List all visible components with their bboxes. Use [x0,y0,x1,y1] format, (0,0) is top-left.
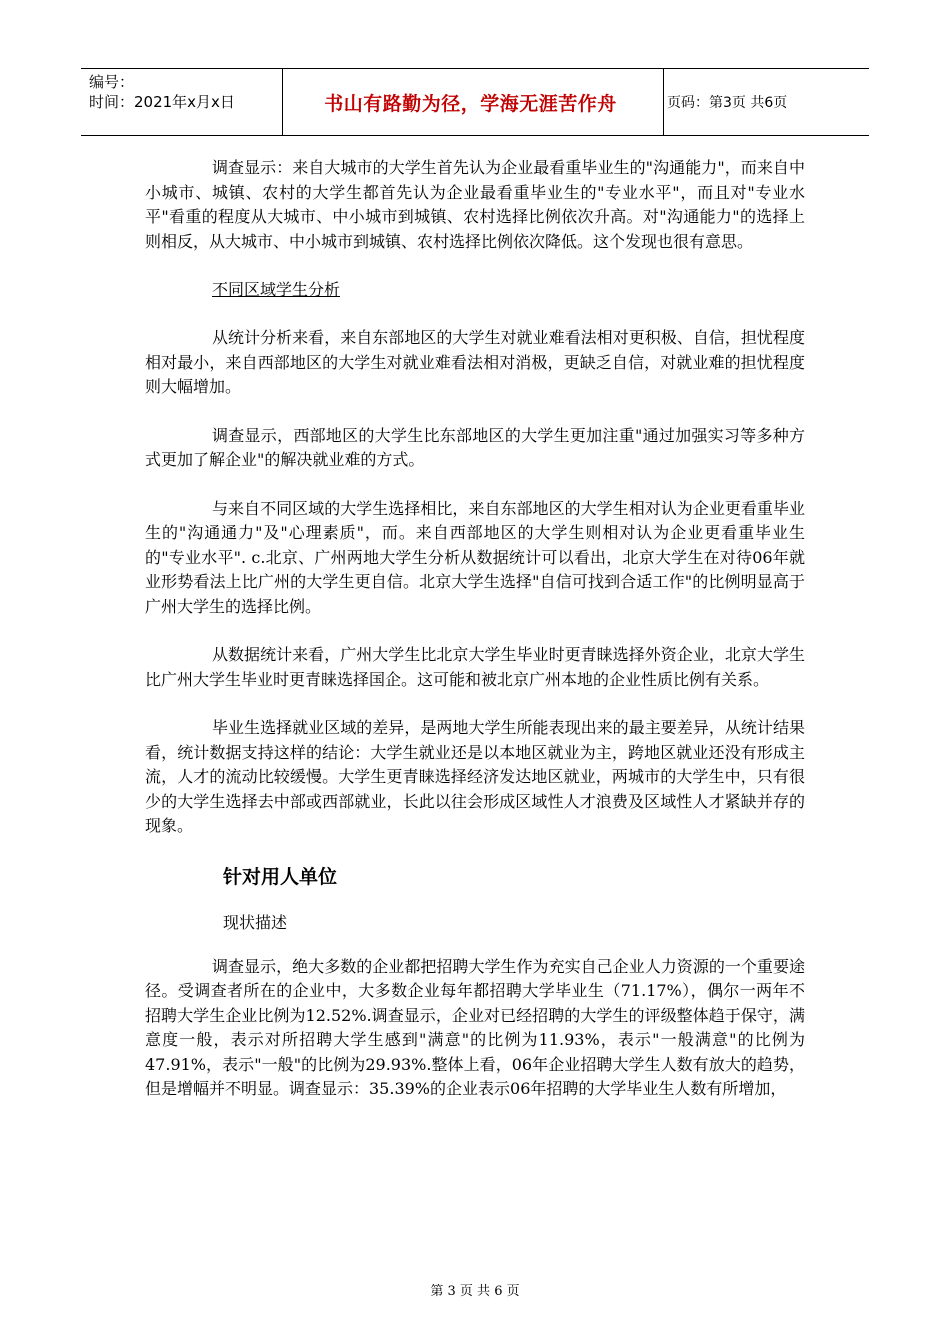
section-title: 针对用人单位 [223,865,338,888]
subheading-text: 不同区域学生分析 [212,280,341,299]
body-paragraph: 与来自不同区域的大学生选择相比，来自东部地区的大学生相对认为企业更看重毕业生的"沟通通力"及"心理素质"，而。来自西部地区的大学生则相对认为企业更看重毕业生的"专业水平". c.北京、广州两地大学生分析从数据统计可以看出，北京大学生在对待06年就业形势看法上比广州的大学生更自信。北京大学生选择"自信可找到合适工作"的比例明显高于广州大学生的选择比例。 [145,498,805,616]
header-meta [89,72,284,112]
body-paragraph: 调查显示，绝大多数的企业都把招聘大学生作为充实自己企业人力资源的一个重要途径。受调查者所在的企业中，大多数企业每年都招聘大学毕业生（71.17%），偶尔一两年不招聘大学生企业比例为12.52%.调查显示，企业对已经招聘的大学生的评级整体趋于保守，满意度一般，表示对所招聘大学生感到"满意"的比例为11.93%，表示"一般满意"的比例为47.91%，表示"一般"的比例为29.93%.整体上看，06年企业招聘大学生人数有放大的趋势，但是增幅并不明显。调查显示：35.39%的企业表示06年招聘的大学毕业生人数有所增加， [145,956,805,1098]
body-paragraph: 从数据统计来看，广州大学生比北京大学生毕业时更青睐选择外资企业，北京大学生比广州大学生毕业时更青睐选择国企。这可能和被北京广州本地的企业性质比例有关系。 [145,645,805,689]
body-paragraph: 从统计分析来看，来自东部地区的大学生对就业难看法相对更积极、自信，担忧程度相对最小，来自西部地区的大学生对就业难看法相对消极，更缺乏自信，对就业难的担忧程度则大幅增加。 [145,328,805,396]
page-footer: 第 3 页 共 6 页 [430,1284,520,1299]
page-header [81,68,869,136]
subheading-regional-analysis [145,278,805,302]
document-number-label: 编号： [89,73,135,91]
document-body [145,156,805,1126]
document-date: 时间：2021年x月x日 [89,93,235,111]
header-motto: 书山有路勤为径，学海无涯苦作舟 [324,92,617,115]
body-paragraph: 毕业生选择就业区域的差异，是两地大学生所能表现出来的最主要差异，从统计结果看，统计数据支持这样的结论：大学生就业还是以本地区就业为主，跨地区就业还没有形成主流，人才的流动比较缓慢。大学生更青睐选择经济发达地区就业，两城市的大学生中，只有很少的大学生选择去中部或西部就业，长此以往会形成区域性人才浪费及区域性人才紧缺并存的现象。 [145,718,805,835]
header-page-info: 页码：第3页 共6页 [667,95,788,111]
body-paragraph: 调查显示，西部地区的大学生比东部地区的大学生更加注重"通过加强实习等多种方式更加了解企业"的解决就业难的方式。 [145,425,805,469]
body-paragraph: 调查显示：来自大城市的大学生首先认为企业最看重毕业生的"沟通能力"，而来自中小城市、城镇、农村的大学生都首先认为企业最看重毕业生的"专业水平"，而且对"专业水平"看重的程度从大城市、中小城市到城镇、农村选择比例依次升高。对"沟通能力"的选择上则相反，从大城市、中小城市到城镇、农村选择比例依次降低。这个发现也很有意思。 [145,158,805,251]
subheading-current-status: 现状描述 [223,912,288,932]
